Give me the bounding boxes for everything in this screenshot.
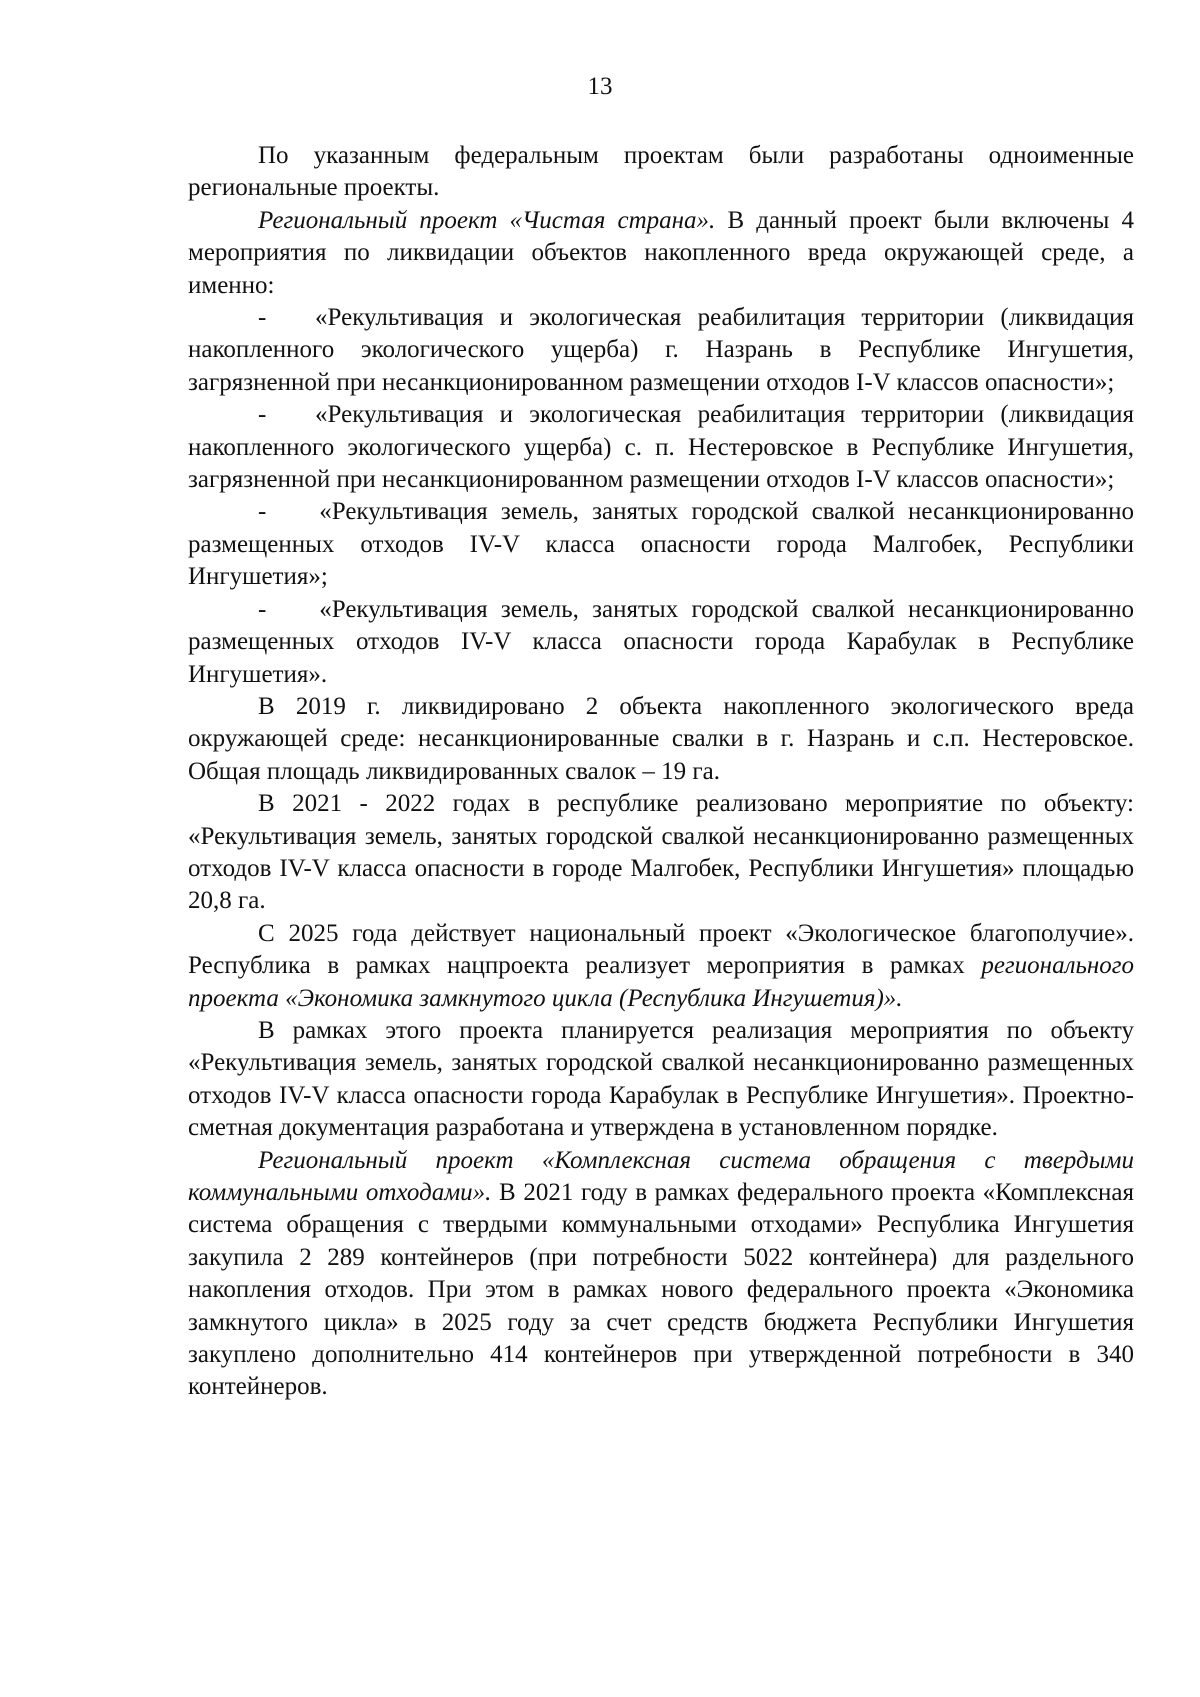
paragraph-text: - «Рекультивация и экологическая реабилитация территории (ликвидация накопленного экологического ущерба) г. Назрань в Республике Ингушетия, загрязненной при несанкционированном размещении отходов I-V классов опасности»; (188, 304, 1134, 396)
italic-lead: Региональный проект «Комплексная система обращения с твердыми коммунальными отходами». (188, 1146, 1134, 1206)
paragraph-intro (188, 140, 1134, 205)
italic-lead: Региональный проект «Чистая страна». (258, 206, 716, 234)
paragraph-text: - «Рекультивация земель, занятых городской свалкой несанкционированно размещенных отходов IV-V класса опасности города Карабулак в Республике Ингушетия». (188, 595, 1134, 688)
list-item-nazran (188, 302, 1134, 399)
paragraph-waste-management (188, 1145, 1134, 1404)
paragraph-text: В 2021 - 2022 годах в республике реализовано мероприятие по объекту: «Рекультивация земель, занятых городской свалкой несанкционированно размещенных отходов IV-V класса опасности в городе Малгобек, Республики Ингушетия» площадью 20,8 га. (188, 790, 1134, 915)
paragraph-2019 (188, 691, 1134, 788)
list-item-malgobek (188, 496, 1134, 593)
paragraph-clean-country (188, 205, 1134, 302)
italic-tail: регионального проекта «Экономика замкнутого цикла (Республика Ингушетия)». (188, 952, 1134, 1012)
paragraph-text: - «Рекультивация и экологическая реабилитация территории (ликвидация накопленного экологического ущерба) с. п. Нестеровское в Республике Ингушетия, загрязненной при несанкционированном размещении отходов I-V классов опасности»; (188, 401, 1134, 494)
page-number: 13 (587, 73, 613, 100)
paragraph-text: В 2021 году в рамках федерального проекта «Комплексная система обращения с твердыми коммунальными отходами» Республика Ингушетия закупила 2 289 контейнеров (при потребности 5022 контейнера) для раздельного накопления отходов. При этом в рамках нового федерального проекта «Экономика замкнутого цикла» в 2025 году за счет средств бюджета Республики Ингушетия закуплено дополнительно 414 контейнеров при утвержденной потребности в 340 контейнеров. (188, 1179, 1134, 1401)
paragraph-text: В данный проект были включены 4 мероприятия по ликвидации объектов накопленного вреда окружающей среде, а именно: (188, 206, 1134, 299)
paragraph-text: В 2019 г. ликвидировано 2 объекта накопленного экологического вреда окружающей среде: несанкционированные свалки в г. Назрань и с.п. Нестеровское. Общая площадь ликвидированных свалок – 19 га. (188, 692, 1134, 785)
list-item-karabulak (188, 594, 1134, 691)
paragraph-text: В рамках этого проекта планируется реализация мероприятия по объекту «Рекультивация земель, занятых городской свалкой несанкционированно размещенных отходов IV-V класса опасности города Карабулак в Республике Ингушетия». Проектно-сметная документация разработана и утверждена в установленном порядке. (188, 1016, 1134, 1142)
paragraph-karabulak-plan (188, 1015, 1134, 1145)
paragraph-2025 (188, 918, 1134, 1015)
document-body (188, 140, 1134, 1404)
paragraph-text: - «Рекультивация земель, занятых городской свалкой несанкционированно размещенных отходов IV-V класса опасности города Малгобек, Республики Ингушетия»; (188, 498, 1134, 591)
paragraph-2021-2022 (188, 788, 1134, 918)
list-item-nesterovskoe (188, 399, 1134, 496)
paragraph-text: По указанным федеральным проектам были разработаны одноименные региональные проекты. (188, 142, 1134, 202)
paragraph-text: С 2025 года действует национальный проект «Экологическое благополучие». Республика в рамках нацпроекта реализует мероприятия в рамках (188, 919, 1134, 980)
